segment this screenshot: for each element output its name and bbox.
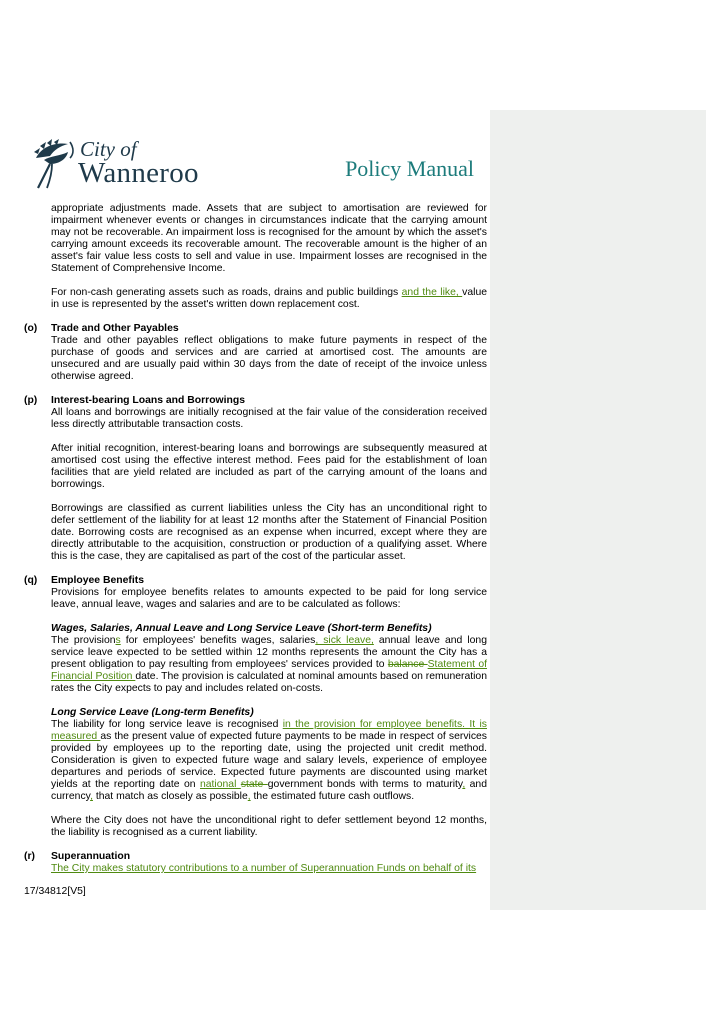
inserted-text: , [462,779,466,790]
paragraph: Borrowings are classified as current liabilities unless the City has an unconditional right to defer settlement of the liability for at least 12 months after the Statement of Financial Position date. Borrowing costs are recognised as an expense when incurred, except where they are directly attributable to the acquisition, construction or production of a qualifying asset. Where this is the case, they are capitalised as part of the cost of the particular asset. [51,503,487,562]
section-o [24,323,487,383]
page-title: Policy Manual [345,156,474,181]
section-label: (q) [24,575,38,586]
section-heading: Employee Benefits [51,575,144,586]
logo-city-text: City of [80,137,137,161]
paragraph: Provisions for employee benefits relates to amounts expected to be paid for long service leave, annual leave, wages and salaries and are to be calculated as follows: [51,587,487,610]
inserted-text: in the provision for employee benefits. It is measured [51,719,487,742]
paragraph: Where the City does not have the unconditional right to defer settlement beyond 12 months, the liability is recognised as a current liability. [51,815,487,838]
deleted-text: balance [387,659,428,670]
paragraph: The liability for long service leave is recognised in the provision for employee benefits. It is measured as the present value of expected future payments to be made in respect of services provided by employees up to the reporting date, using the projected unit credit method. Consideration is given to expected future wage and salary levels, experience of employee departures and periods of service. Expected future payments are discounted using market yields at the reporting date on national state government bonds with terms to maturity, and currency, that match as closely as possible, the estimated future cash outflows. [51,719,488,802]
section-r [24,851,487,875]
comment-pane [490,110,706,910]
subsection-heading: Wages, Salaries, Annual Leave and Long Service Leave (Short-term Benefits) [51,623,432,634]
paragraph: For non-cash generating assets such as roads, drains and public buildings and the like, value in use is represented by the asset's written down replacement cost. [51,287,488,310]
bird-emblem-icon [30,138,80,192]
deleted-text: state [240,779,268,790]
document-body [24,203,487,875]
paragraph: appropriate adjustments made. Assets that are subject to amortisation are reviewed for impairment whenever events or changes in circumstances indicate that the carrying amount may not be recoverable. An impairment loss is recognised for the amount by which the asset's carrying amount exceeds its recoverable amount. The recoverable amount is the higher of an asset's fair value less costs to sell and value in use. Impairment losses are recognised in the Statement of Comprehensive Income. [51,203,487,274]
paragraph: All loans and borrowings are initially recognised at the fair value of the consideration received less directly attributable transaction costs. [51,407,487,430]
inserted-text: national [199,779,241,790]
inserted-text: , sick leave, [315,635,374,646]
inserted-text: and the like, [401,287,463,298]
section-q [24,575,487,839]
paragraph [51,863,487,875]
inserted-text: Statement of Financial Position [51,659,487,682]
section-heading: Interest-bearing Loans and Borrowings [51,395,245,406]
inserted-text: , [90,791,93,802]
inserted-text: The City makes statutory contributions to a number of Superannuation Funds on behalf of its [51,863,477,874]
city-logo [30,138,210,192]
inserted-text: s [115,635,121,646]
section-label: (o) [24,323,38,334]
logo-name-text: Wanneroo [78,157,199,189]
section-label: (r) [24,851,35,862]
section-heading: Trade and Other Payables [51,323,179,334]
section-heading: Superannuation [51,851,131,862]
section-p [24,395,487,563]
paragraph: The provisions for employees' benefits wages, salaries, sick leave, annual leave and long service leave expected to be settled within 12 months represents the amount the City has a present obligation to pay resulting from employees' services provided to balance Statement of Financial Position date. The provision is calculated at nominal amounts based on remuneration rates the City expects to pay and includes related on-costs. [51,635,487,694]
subsection-heading: Long Service Leave (Long-term Benefits) [51,707,254,718]
document-reference: 17/34812[V5] [24,886,86,897]
inserted-text: , [247,791,251,802]
section-label: (p) [24,395,38,406]
paragraph: Trade and other payables reflect obligations to make future payments in respect of the purchase of goods and services and are carried at amortised cost. The amounts are unsecured and are usually paid within 30 days from the date of receipt of the invoice unless otherwise agreed. [51,335,487,382]
paragraph: After initial recognition, interest-bearing loans and borrowings are subsequently measured at amortised cost using the effective interest method. Fees paid for the establishment of loan facilities that are yield related are included as part of the carrying amount of the loans and borrowings. [51,443,487,490]
